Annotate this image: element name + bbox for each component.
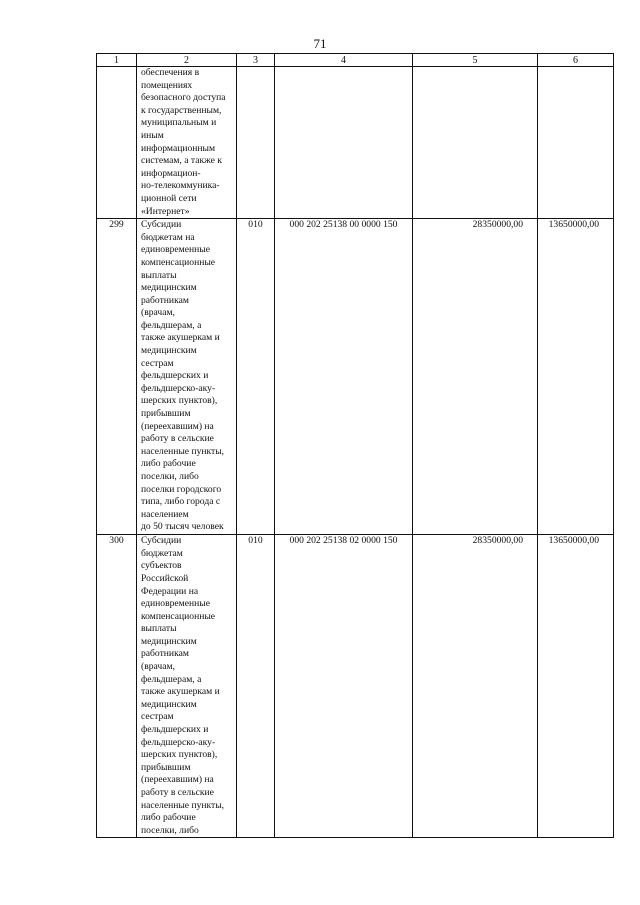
column-header: 2: [137, 54, 237, 67]
description-line: информацион-: [141, 167, 201, 179]
description-line: фельдшерам, а: [141, 319, 202, 331]
budget-code-cell: 000 202 25138 00 0000 150: [275, 219, 413, 535]
column-header: 6: [538, 54, 614, 67]
budget-table: [96, 53, 614, 838]
description-line: субъектов: [141, 560, 182, 572]
description-line: медицинским: [141, 698, 197, 710]
description-line: прибывшим: [141, 408, 191, 420]
code-cell: 010: [237, 535, 275, 838]
budget-code-cell: 000 202 25138 02 0000 150: [275, 535, 413, 838]
description-line: компенсационные: [141, 256, 216, 268]
row-number-cell: 299: [97, 219, 137, 535]
code-cell: [237, 67, 275, 219]
description-line: фельдшерам, а: [141, 673, 202, 685]
description-line: шерских пунктов),: [141, 395, 218, 407]
description-cell: [137, 67, 237, 219]
description-line: шерских пунктов),: [141, 749, 218, 761]
column-header: 5: [413, 54, 538, 67]
amount-cell: 28350000,00: [413, 535, 538, 838]
description-line: до 50 тысяч человек: [141, 521, 224, 533]
description-line: компенсационные: [141, 610, 216, 622]
description-line: работу в сельские: [141, 433, 214, 445]
description-line: прибывшим: [141, 761, 191, 773]
description-line: сестрам: [141, 357, 174, 369]
description-line: либо рабочие: [141, 458, 196, 470]
description-line: медицинским: [141, 282, 197, 294]
code-cell: 010: [237, 219, 275, 535]
description-line: населенные пункты,: [141, 445, 225, 457]
description-line: муниципальным и: [141, 117, 217, 129]
description-line: бюджетам: [141, 547, 183, 559]
description-line: (переехавшим) на: [141, 420, 214, 432]
description-line: информационным: [141, 142, 216, 154]
description-line: поселки, либо: [141, 824, 199, 836]
row-number-cell: 300: [97, 535, 137, 838]
amount-cell: 13650000,00: [538, 535, 614, 838]
description-cell: [137, 219, 237, 535]
description-line: (врачам,: [141, 307, 175, 319]
description-line: населением: [141, 508, 189, 520]
description-line: «Интернет»: [141, 205, 190, 217]
description-line: Федерации на: [141, 585, 199, 597]
description-line: фельдшерских и: [141, 724, 209, 736]
description-line: единовременные: [141, 244, 210, 256]
description-line: медицинским: [141, 635, 197, 647]
amount-cell: [413, 67, 538, 219]
amount-cell: [538, 67, 614, 219]
description-line: но-телекоммуника-: [141, 180, 220, 192]
table-row: [97, 219, 614, 535]
description-line: типа, либо города с: [141, 496, 221, 508]
description-line: (переехавшим) на: [141, 774, 214, 786]
description-line: медицинским: [141, 345, 197, 357]
description-line: работу в сельские: [141, 787, 214, 798]
description-line: Субсидии: [141, 535, 182, 547]
description-line: выплаты: [141, 623, 177, 635]
description-line: безопасного доступа: [141, 92, 226, 104]
amount-cell: 28350000,00: [413, 219, 538, 535]
description-line: поселки, либо: [141, 471, 199, 482]
description-line: Российской: [141, 572, 189, 584]
description-line: помещениях: [141, 79, 193, 91]
description-line: обеспечения в: [141, 67, 200, 78]
description-line: выплаты: [141, 269, 177, 281]
budget-code-cell: [275, 67, 413, 219]
description-line: фельдшерско-аку-: [141, 736, 216, 748]
description-line: работникам: [141, 294, 189, 306]
description-line: единовременные: [141, 598, 210, 610]
description-cell: [137, 535, 237, 838]
table-row: [97, 535, 614, 838]
description-line: системам, а также к: [141, 155, 222, 167]
description-line: сестрам: [141, 711, 174, 723]
description-line: также акушеркам и: [141, 686, 220, 698]
description-line: поселки городского: [141, 483, 222, 495]
description-line: иным: [141, 129, 164, 141]
description-line: фельдшерско-аку-: [141, 382, 216, 394]
column-header-row: [97, 54, 614, 67]
description-line: также акушеркам и: [141, 332, 220, 344]
description-line: бюджетам на: [141, 231, 195, 243]
description-line: (врачам,: [141, 661, 175, 673]
description-line: к государственным,: [141, 104, 222, 116]
description-line: Субсидии: [141, 219, 182, 231]
column-header: 1: [97, 54, 137, 67]
description-line: работникам: [141, 648, 189, 660]
description-line: населенные пункты,: [141, 799, 225, 811]
page-number: 71: [313, 36, 327, 51]
description-line: либо рабочие: [141, 812, 196, 824]
column-header: 3: [237, 54, 275, 67]
row-number-cell: [97, 67, 137, 219]
column-header: 4: [275, 54, 413, 67]
table-row: [97, 67, 614, 219]
description-line: ционной сети: [141, 192, 197, 204]
amount-cell: 13650000,00: [538, 219, 614, 535]
description-line: фельдшерских и: [141, 370, 209, 382]
